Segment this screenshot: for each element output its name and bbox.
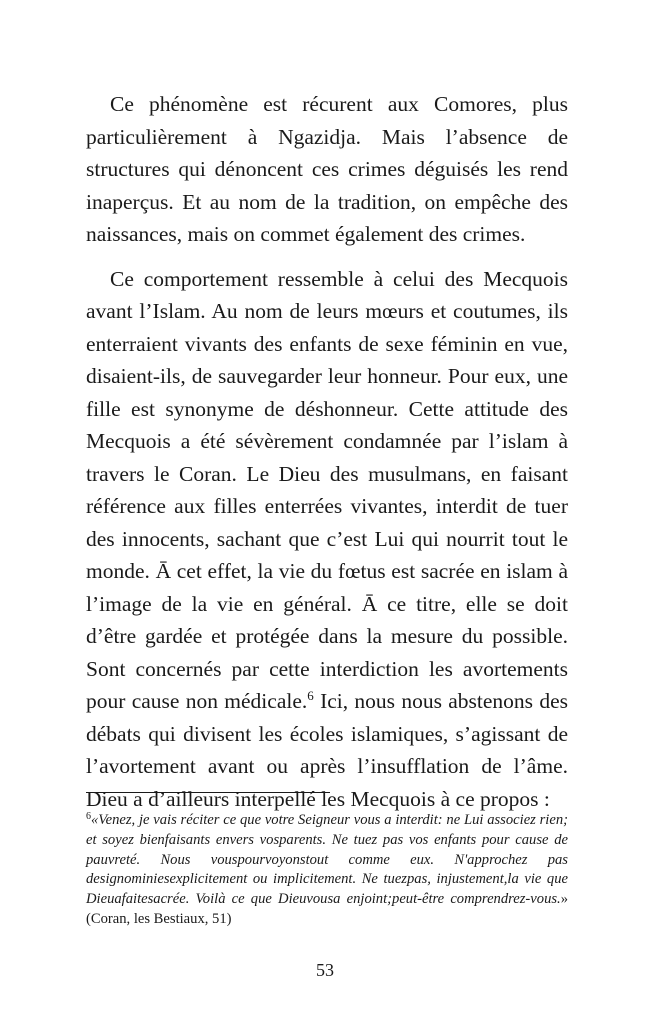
footnote-quote: «Venez, je vais réciter ce que votre Seigneur vous a interdit: ne Lui associez rien; et soyez bienfaisants envers vosparents. Ne tuez pas vos enfants pour cause de pauvreté. Nous vouspourvoyonstout comme eux. N'approchez pas designominiesexplicitement ou implicitement. Ne tuezpas, injustement,la vie que Dieuafaitesacrée. Voilà ce que Dieuvousa enjoint;peut-être comprendrez-vous. <box>86 812 568 908</box>
footnote-citation: » (Coran, les Bestiaux, 51) <box>86 891 568 927</box>
paragraph-1: Ce phénomène est récurent aux Comores, plus particulièrement à Ngazidja. Mais l’absence de structures qui dénoncent ces crimes déguisés les rend inaperçus. Et au nom de la tradition, on empêche des naissances, mais on commet également des crimes. <box>86 92 568 246</box>
page-number: 53 <box>316 960 334 980</box>
paragraph-2-continuation: Ici, nous nous abstenons des débats qui divisent les écoles islamiques, s’agissant de l’avortement avant ou après l’insufflation de l’âme. Dieu a d’ailleurs interpellé les Mecquois à ce propos : <box>86 689 568 811</box>
page-body <box>86 88 568 827</box>
footnote-reference: 6 <box>307 688 314 703</box>
footnote <box>86 811 568 930</box>
paragraph-2-text: Ce comportement ressemble à celui des Mecquois avant l’Islam. Au nom de leurs mœurs et coutumes, ils enterraient vivants des enfants de sexe féminin en vue, disaient-ils, de sauvegarder leur honneur. Pour eux, une fille est synonyme de déshonneur. Cette attitude des Mecquois a été sévèrement condamnée par l’islam à travers le Coran. Le Dieu des musulmans, en faisant référence aux filles enterrées vivantes, interdit de tuer des innocents, sachant que c’est Lui qui nourrit tout le monde. Ā cet effet, la vie du fœtus est sacrée en islam à l’image de la vie en général. Ā ce titre, elle se doit d’être gardée et protégée dans la mesure du possible. Sont concernés par cette interdiction les avortements pour cause non médicale. <box>86 266 568 713</box>
footnote-marker: 6 <box>86 811 91 822</box>
paragraph-2 <box>86 263 568 816</box>
footnote-divider <box>86 792 330 793</box>
